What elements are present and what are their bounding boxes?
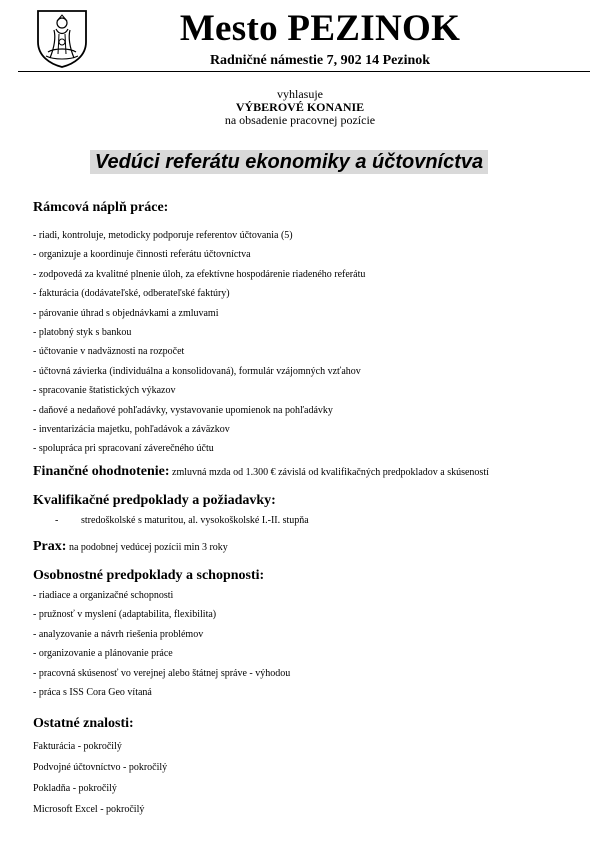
salary-row [33, 462, 593, 481]
header-divider [18, 71, 590, 72]
duty-item: - riadi, kontroluje, metodicky podporuje referentov účtovania (5) [33, 230, 293, 241]
city-address: Radničné námestie 7, 902 14 Pezinok [209, 53, 431, 68]
personal-item: - práca s ISS Cora Geo vítaná [33, 686, 152, 698]
intro-line-position: na obsadenie pracovnej pozície [224, 113, 376, 127]
other-item: Fakturácia - pokročilý [33, 741, 122, 753]
salary-value: zmluvná mzda od 1.300 € závislá od kvalifikačných predpokladov a skúseností [169, 466, 489, 478]
salary-label: Finančné ohodnotenie: [33, 463, 170, 479]
other-item: Pokladňa - pokročilý [33, 783, 117, 795]
qualification-item [55, 514, 593, 528]
personal-item: - analyzovanie a návrh riešenia problémov [33, 628, 204, 640]
duty-item: - párovanie úhrad s objednávkami a zmluvami [33, 307, 219, 319]
qualification-dash: - [55, 514, 59, 526]
duty-item: - daňové a nedaňové pohľadávky, vystavovanie upomienok na pohľadávky [33, 404, 333, 416]
intro-line-announces: vyhlasuje [277, 87, 323, 101]
duty-item: - organizuje a koordinuje činnosti referátu účtovníctva [33, 249, 251, 261]
other-heading: Ostatné znalosti: [33, 716, 134, 732]
other-list [33, 736, 593, 820]
personal-heading: Osobnostné predpoklady a schopnosti: [33, 567, 265, 583]
duty-item: - spolupráca pri spracovaní záverečného účtu [33, 443, 214, 455]
document-body [33, 199, 593, 820]
duty-item: - účtovanie v nadväznosti na rozpočet [33, 346, 185, 358]
personal-item: - pružnosť v myslení (adaptabilita, flexibilita) [33, 609, 217, 621]
duty-item: - fakturácia (dodávateľské, odberateľské faktúry) [33, 288, 230, 300]
practice-label: Prax: [33, 538, 67, 554]
practice-value: na podobnej vedúcej pozícii min 3 roky [66, 541, 228, 553]
intro-line-selection: VÝBEROVÉ KONANIE [235, 100, 365, 114]
duty-item: - zodpovedá za kvalitné plnenie úloh, za efektívne hospodárenie riadeného referátu [33, 268, 366, 280]
duty-item: - účtovná závierka (individuálna a konsolidovaná), formulár vzájomných vzťahov [33, 365, 361, 377]
qualifications-heading: Kvalifikačné predpoklady a požiadavky: [33, 492, 276, 508]
personal-list [33, 586, 593, 702]
duty-item: - spracovanie štatistických výkazov [33, 385, 176, 397]
city-crest-logo [34, 8, 90, 68]
city-title: Mesto PEZINOK [179, 8, 461, 49]
duty-item: - platobný styk s bankou [33, 327, 132, 339]
position-title: Vedúci referátu ekonomiky a účtovníctva [94, 151, 484, 173]
duties-list [33, 226, 593, 459]
personal-item: - organizovanie a plánovanie práce [33, 648, 173, 660]
personal-item: - riadiace a organizačné schopnosti [33, 589, 174, 601]
practice-row [33, 537, 593, 556]
qualification-text: stredoškolské s maturitou, al. vysokoškolské I.-II. stupňa [81, 514, 309, 526]
intro-block [0, 88, 600, 127]
duty-item: - inventarizácia majetku, pohľadávok a záväzkov [33, 424, 230, 436]
personal-item: - pracovná skúsenosť vo verejnej alebo štátnej správe - výhodou [33, 667, 291, 679]
other-item: Microsoft Excel - pokročilý [33, 804, 145, 816]
duties-heading: Rámcová náplň práce: [33, 200, 169, 215]
other-item: Podvojné účtovníctvo - pokročilý [33, 762, 168, 774]
